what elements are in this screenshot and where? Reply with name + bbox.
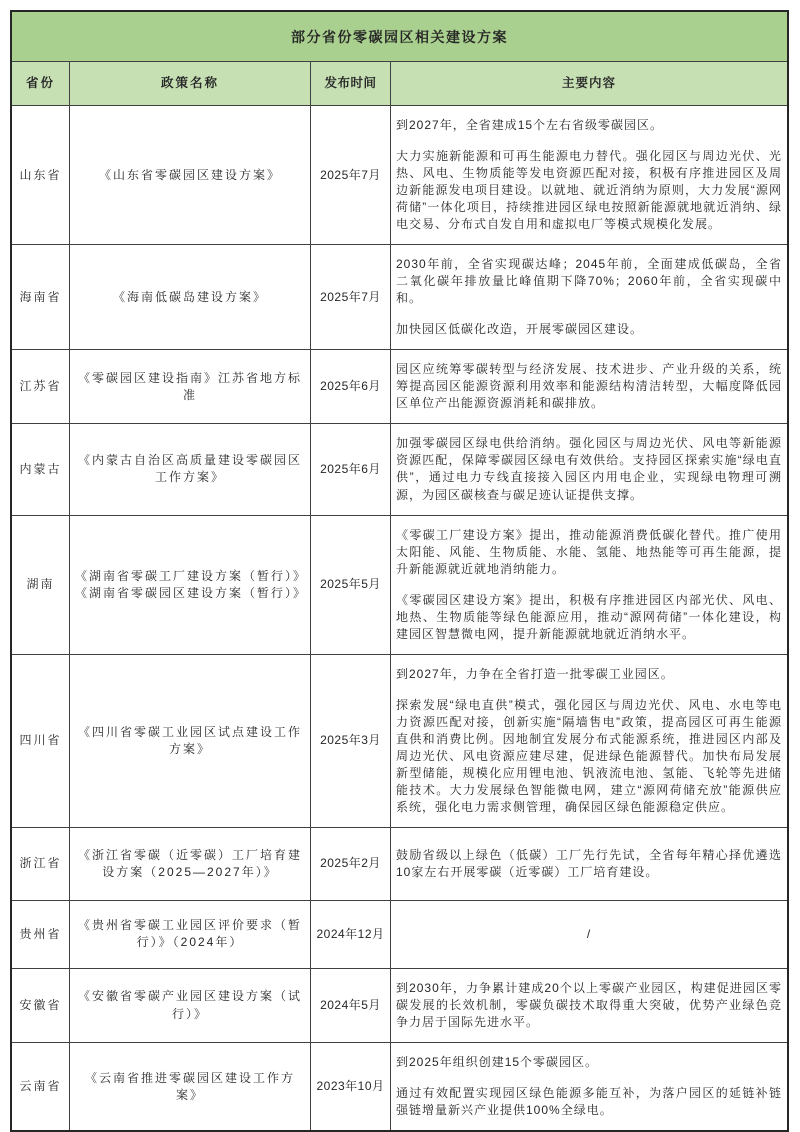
content-paragraph: 《零碳工厂建设方案》提出，推动能源消费低碳化替代。推广使用太阳能、风能、生物质能、水能、氢能、地热能等可再生能源，提升新能源就近就地消纳能力。 bbox=[396, 527, 782, 576]
date-cell: 2025年7月 bbox=[310, 245, 390, 349]
policy-title: 《贵州省零碳工业园区评价要求（暂行）》（2024年） bbox=[77, 918, 302, 950]
policy-title: 《安徽省零碳产业园区建设方案（试行）》 bbox=[77, 989, 302, 1021]
policy-title: 《山东省零碳园区建设方案》 bbox=[98, 167, 281, 182]
content-paragraph: 2030年前，全省实现碳达峰；2045年前，全面建成低碳岛，全省二氧化碳年排放量比峰值期下降70%；2060年前，全省实现碳中和。 bbox=[396, 257, 782, 306]
table-row-shandong bbox=[12, 105, 787, 244]
table-row-hunan bbox=[12, 515, 787, 654]
policy-cell bbox=[69, 1043, 310, 1130]
province-cell: 湖南 bbox=[26, 577, 55, 592]
date-cell: 2025年6月 bbox=[310, 350, 390, 423]
content-cell bbox=[390, 424, 787, 514]
province-cell: 贵州省 bbox=[19, 926, 62, 941]
content-paragraph: 园区应统筹零碳转型与经济发展、技术进步、产业升级的关系，统筹提高园区能源资源利用效率和能源结构清洁转型，大幅度降低园区单位产出能源资源消耗和碳排放。 bbox=[396, 362, 782, 411]
table-header-row bbox=[12, 61, 787, 105]
content-paragraph: 大力实施新能源和可再生能源电力替代。强化园区与周边光伏、光热、风电、生物质能等发电资源匹配对接，积极有序推进园区及周边新能源发电项目建设。以就地、就近消纳为原则，大力发展“源网荷储”一体化项目，持续推进园区绿电按照新能源就地就近消纳、绿电交易、分布式自发自用和虚拟电厂等模式规模化发展。 bbox=[396, 149, 782, 232]
policy-cell bbox=[69, 424, 310, 514]
content-paragraph: 加强零碳园区绿电供给消纳。强化园区与周边光伏、风电等新能源资源匹配，保障零碳园区绿电有效供给。支持园区探索实施“绿电直供”，通过电力专线直接接入园区内用电企业，实现绿电物理可溯源，为园区碳核查与碳足迹认证提供支撑。 bbox=[396, 436, 782, 502]
content-paragraph: 到2030年，力争累计建成20个以上零碳产业园区，构建促进园区零碳发展的长效机制，零碳负碳技术取得重大突破，优势产业绿色竞争力居于国际先进水平。 bbox=[396, 980, 782, 1030]
province-cell: 海南省 bbox=[19, 289, 62, 304]
content-cell bbox=[390, 969, 787, 1042]
content-paragraph: 到2027年，全省建成15个左右省级零碳园区。 bbox=[396, 118, 664, 132]
policy-title: 《海南低碳岛建设方案》 bbox=[112, 289, 267, 304]
content-cell bbox=[390, 350, 787, 423]
content-cell bbox=[390, 901, 787, 968]
table-row-anhui bbox=[12, 968, 787, 1042]
policy-title: 《浙江省零碳（近零碳）工厂培育建设方案（2025—2027年）》 bbox=[77, 847, 302, 879]
policy-title: 《云南省推进零碳园区建设工作方案》 bbox=[84, 1070, 295, 1102]
content-paragraph: 鼓励省级以上绿色（低碳）工厂先行先试，全省每年精心择优遴选10家左右开展零碳（近零碳）工厂培育建设。 bbox=[396, 847, 782, 879]
date-cell: 2025年5月 bbox=[310, 516, 390, 654]
province-cell: 浙江省 bbox=[19, 856, 62, 871]
province-cell: 内蒙古 bbox=[19, 461, 62, 476]
policy-cell bbox=[69, 516, 310, 654]
content-cell bbox=[390, 245, 787, 349]
header-policy: 政策名称 bbox=[69, 62, 310, 105]
policy-cell bbox=[69, 901, 310, 968]
header-province: 省份 bbox=[25, 75, 55, 90]
table-row-guizhou bbox=[12, 900, 787, 968]
content-cell bbox=[390, 516, 787, 654]
policy-table bbox=[10, 10, 789, 1132]
province-cell: 安徽省 bbox=[19, 998, 62, 1012]
table-row-jiangsu bbox=[12, 349, 787, 423]
table-row-yunnan bbox=[12, 1042, 787, 1130]
content-paragraph: / bbox=[586, 926, 592, 941]
date-cell: 2025年7月 bbox=[310, 106, 390, 244]
header-date: 发布时间 bbox=[310, 62, 390, 105]
province-cell: 山东省 bbox=[19, 167, 62, 182]
date-cell: 2023年10月 bbox=[310, 1043, 390, 1130]
province-cell: 四川省 bbox=[19, 733, 62, 748]
table-body bbox=[12, 105, 787, 1130]
table-row-hainan bbox=[12, 244, 787, 349]
date-cell: 2025年2月 bbox=[310, 828, 390, 900]
content-cell bbox=[390, 828, 787, 900]
content-paragraph: 通过有效配置实现园区绿色能源多能互补，为落户园区的延链补链强链增量新兴产业提供100%全绿电。 bbox=[396, 1086, 782, 1118]
table-row-sichuan bbox=[12, 654, 787, 827]
header-content: 主要内容 bbox=[390, 62, 787, 105]
date-cell: 2024年5月 bbox=[310, 969, 390, 1042]
content-paragraph: 到2025年组织创建15个零碳园区。 bbox=[396, 1055, 599, 1070]
policy-cell bbox=[69, 106, 310, 244]
content-paragraph: 到2027年，力争在全省打造一批零碳工业园区。 bbox=[396, 666, 674, 681]
content-cell bbox=[390, 655, 787, 827]
policy-title: 《零碳园区建设指南》江苏省地方标准 bbox=[77, 370, 302, 402]
date-cell: 2024年12月 bbox=[310, 901, 390, 968]
policy-title: 《湖南省零碳工厂建设方案（暂行）》 bbox=[75, 568, 308, 583]
policy-cell bbox=[69, 655, 310, 827]
policy-cell bbox=[69, 245, 310, 349]
content-cell bbox=[390, 1043, 787, 1130]
province-cell: 江苏省 bbox=[19, 379, 62, 394]
policy-cell bbox=[69, 969, 310, 1042]
content-paragraph: 加快园区低碳化改造，开展零碳园区建设。 bbox=[396, 322, 644, 337]
table-title: 部分省份零碳园区相关建设方案 bbox=[12, 12, 787, 61]
policy-title: 《四川省零碳工业园区试点建设工作方案》 bbox=[77, 724, 302, 756]
content-cell bbox=[390, 106, 787, 244]
policy-title: 《湖南省零碳园区建设方案（暂行）》 bbox=[75, 585, 308, 600]
content-paragraph: 探索发展“绿电直供”模式，强化园区与周边光伏、风电、水电等电力资源匹配对接，创新实施“隔墙售电”政策，提高园区可再生能源直供和消费比例。因地制宜发展分布式能源系统，推进园区内部及周边光伏、风电资源应建尽建，促进绿色能源替代。加快布局发展新型储能，规模化应用锂电池、钒液流电池、氢能、飞轮等先进储能技术。大力发展绿色智能微电网，建立“源网荷储充放”能源供应系统，强化电力需求侧管理，确保园区绿色能源稳定供应。 bbox=[396, 697, 782, 814]
policy-cell bbox=[69, 350, 310, 423]
policy-cell bbox=[69, 828, 310, 900]
table-row-zhejiang bbox=[12, 827, 787, 900]
content-paragraph: 《零碳园区建设方案》提出，积极有序推进园区内部光伏、风电、地热、生物质能等绿色能源应用，推动“源网荷储”一体化建设，构建园区智慧微电网，提升新能源就地就近消纳水平。 bbox=[396, 592, 782, 641]
policy-title: 《内蒙古自治区高质量建设零碳园区工作方案》 bbox=[77, 453, 302, 485]
table-row-neimenggu bbox=[12, 423, 787, 514]
province-cell: 云南省 bbox=[19, 1079, 62, 1094]
date-cell: 2025年3月 bbox=[310, 655, 390, 827]
date-cell: 2025年6月 bbox=[310, 424, 390, 514]
